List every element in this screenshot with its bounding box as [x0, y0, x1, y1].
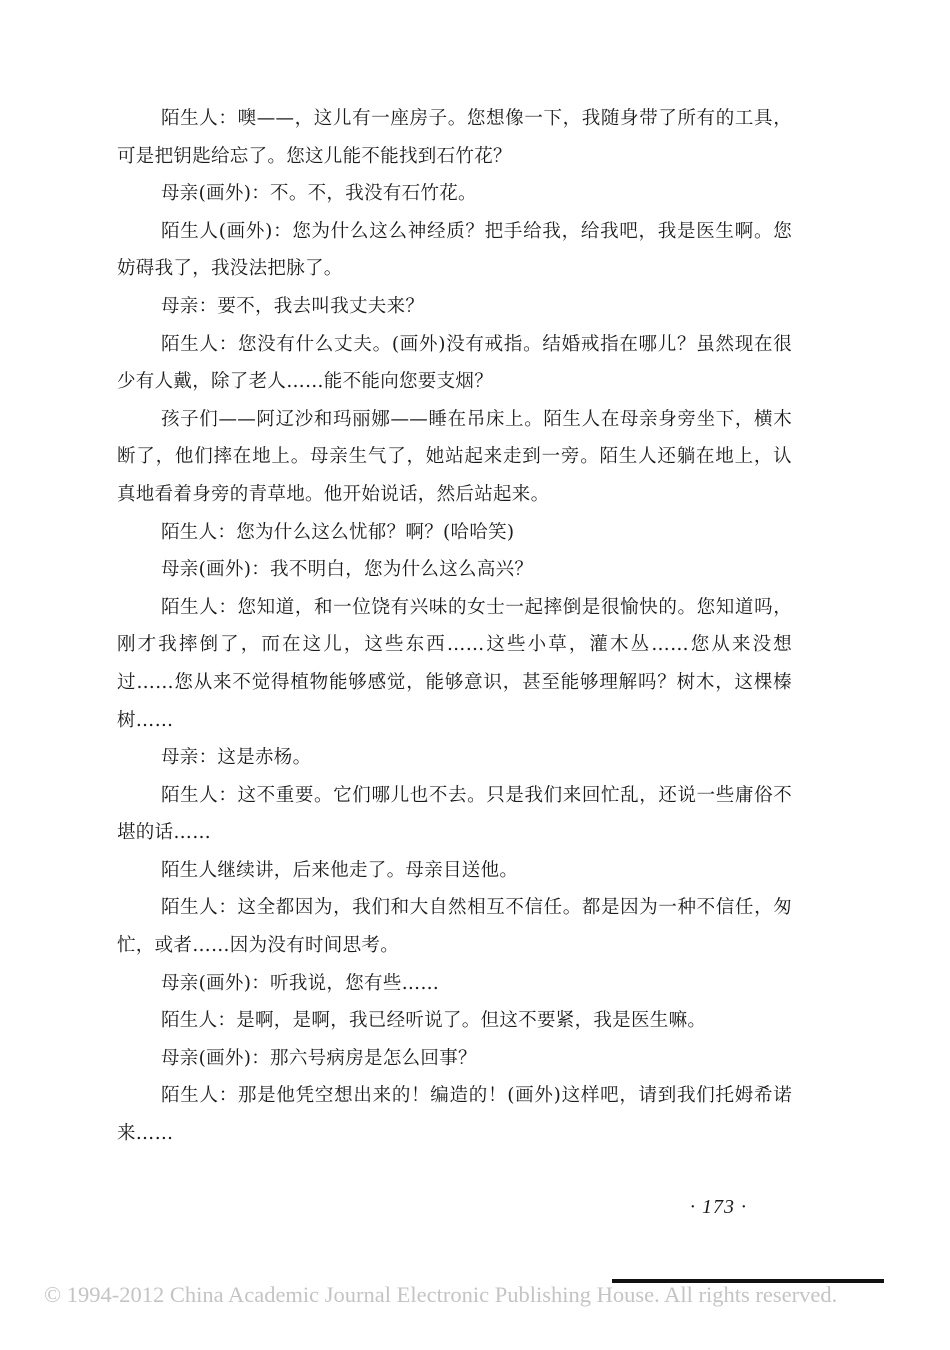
paragraph: 陌生人：噢——，这儿有一座房子。您想像一下，我随身带了所有的工具，可是把钥匙给忘了。您这儿能不能找到石竹花？ [117, 108, 792, 167]
paragraph: 母亲：这是赤杨。 [161, 747, 312, 769]
paragraph: 陌生人：您为什么这么忧郁？啊？(哈哈笑) [161, 521, 515, 543]
paragraph: 母亲(画外)：不。不，我没有石竹花。 [161, 183, 477, 205]
paragraph: 母亲(画外)：我不明白，您为什么这么高兴？ [161, 559, 534, 581]
page-number: · 173 · [690, 1196, 747, 1218]
copyright-watermark: © 1994-2012 China Academic Journal Electronic Publishing House. All rights reserved. [44, 1282, 838, 1307]
paragraph: 陌生人(画外)：您为什么这么神经质？把手给我，给我吧，我是医生啊。您妨碍我了，我没法把脉了。 [117, 220, 792, 280]
paragraph: 陌生人：这不重要。它们哪儿也不去。只是我们来回忙乱，还说一些庸俗不堪的话…… [117, 784, 792, 844]
body-text [117, 100, 792, 1153]
paragraph: 陌生人：那是他凭空想出来的！编造的！(画外)这样吧，请到我们托姆希诺来…… [117, 1085, 792, 1145]
paragraph: 陌生人：您没有什么丈夫。(画外)没有戒指。结婚戒指在哪儿？虽然现在很少有人戴，除了老人……能不能向您要支烟？ [117, 333, 792, 393]
paragraph: 母亲(画外)：那六号病房是怎么回事？ [161, 1047, 477, 1069]
paragraph: 陌生人：这全都因为，我们和大自然相互不信任。都是因为一种不信任，匆忙，或者……因为没有时间思考。 [117, 897, 792, 957]
paragraph: 陌生人继续讲，后来他走了。母亲目送他。 [161, 859, 519, 881]
paragraph: 母亲：要不，我去叫我丈夫来？ [161, 295, 425, 317]
paragraph: 孩子们——阿辽沙和玛丽娜——睡在吊床上。陌生人在母亲身旁坐下，横木断了，他们摔在地上。母亲生气了，她站起来走到一旁。陌生人还躺在地上，认真地看着身旁的青草地。他开始说话，然后站起来。 [117, 408, 792, 505]
paragraph: 陌生人：是啊，是啊，我已经听说了。但这不要紧，我是医生嘛。 [161, 1010, 707, 1032]
paragraph: 母亲(画外)：听我说，您有些…… [161, 972, 440, 994]
paragraph: 陌生人：您知道，和一位饶有兴味的女士一起摔倒是很愉快的。您知道吗，刚才我摔倒了，而在这儿，这些东西……这些小草，灌木丛……您从来没想过……您从来不觉得植物能够感觉，能够意识，甚至能够理解吗？树木，这棵榛树…… [117, 596, 792, 731]
